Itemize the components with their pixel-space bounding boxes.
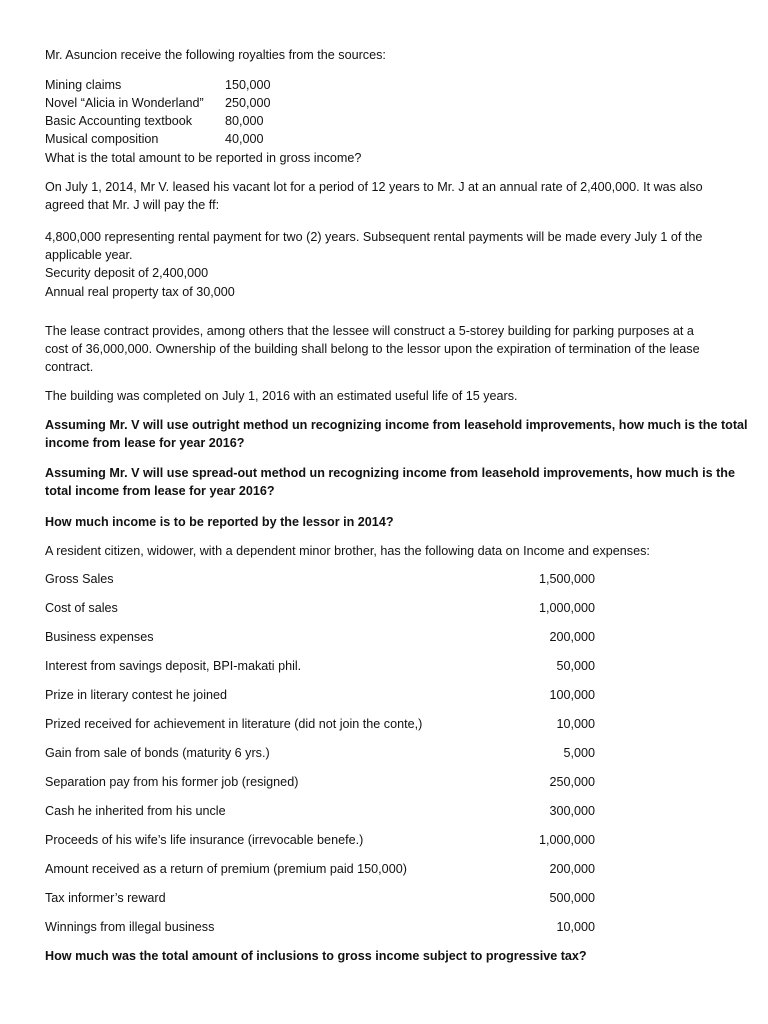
row-amount: 500,000 xyxy=(549,891,595,905)
question-line: total income from lease for year 2016? xyxy=(45,484,275,498)
lease-item-line: applicable year. xyxy=(45,248,133,262)
lease-item: Security deposit of 2,400,000 xyxy=(45,266,209,280)
row-amount: 50,000 xyxy=(556,659,595,673)
lease-paragraph-line: On July 1, 2014, Mr V. leased his vacant lot for a period of 12 years to Mr. J at an annual rate of 2,400,000. It was also xyxy=(45,180,703,194)
row-amount: 100,000 xyxy=(549,688,595,702)
question-line: Assuming Mr. V will use spread-out method un recognizing income from leasehold improvements, how much is the xyxy=(45,466,735,480)
royalty-amount: 250,000 xyxy=(225,96,271,110)
question-line: income from lease for year 2016? xyxy=(45,436,245,450)
royalty-label: Mining claims xyxy=(45,78,122,92)
lease-item-line: 4,800,000 representing rental payment for two (2) years. Subsequent rental payments will be made every July 1 of the xyxy=(45,230,703,244)
row-label: Tax informer’s reward xyxy=(45,891,166,905)
lease-paragraph-line: cost of 36,000,000. Ownership of the building shall belong to the lessor upon the expiration of termination of the lease xyxy=(45,342,700,356)
row-amount: 5,000 xyxy=(563,746,595,760)
row-label: Separation pay from his former job (resigned) xyxy=(45,775,299,789)
royalties-intro: Mr. Asuncion receive the following royalties from the sources: xyxy=(45,48,386,62)
royalties-question: What is the total amount to be reported in gross income? xyxy=(45,151,362,165)
question-line: How much income is to be reported by the lessor in 2014? xyxy=(45,515,394,529)
resident-intro: A resident citizen, widower, with a dependent minor brother, has the following data on Income and expenses: xyxy=(45,544,650,558)
royalty-label: Musical composition xyxy=(45,132,159,146)
row-amount: 10,000 xyxy=(556,717,595,731)
row-amount: 250,000 xyxy=(549,775,595,789)
lease-paragraph-line: The lease contract provides, among others that the lessee will construct a 5-storey building for parking purposes at a xyxy=(45,324,694,338)
row-amount: 200,000 xyxy=(549,862,595,876)
royalty-amount: 40,000 xyxy=(225,132,264,146)
lease-item: Annual real property tax of 30,000 xyxy=(45,285,235,299)
row-amount: 300,000 xyxy=(549,804,595,818)
royalty-label: Novel “Alicia in Wonderland” xyxy=(45,96,204,110)
question-line: Assuming Mr. V will use outright method un recognizing income from leasehold improvements, how much is the total xyxy=(45,418,748,432)
row-label: Prized received for achievement in literature (did not join the conte,) xyxy=(45,717,423,731)
lease-paragraph: The building was completed on July 1, 2016 with an estimated useful life of 15 years. xyxy=(45,389,518,403)
row-label: Proceeds of his wife’s life insurance (irrevocable benefe.) xyxy=(45,833,364,847)
row-amount: 1,500,000 xyxy=(538,572,595,586)
row-label: Gain from sale of bonds (maturity 6 yrs.) xyxy=(45,746,270,760)
royalty-amount: 150,000 xyxy=(225,78,271,92)
question-line: How much was the total amount of inclusions to gross income subject to progressive tax? xyxy=(45,949,587,963)
row-amount: 1,000,000 xyxy=(538,601,595,615)
royalty-label: Basic Accounting textbook xyxy=(45,114,193,128)
row-amount: 1,000,000 xyxy=(538,833,595,847)
row-label: Amount received as a return of premium (premium paid 150,000) xyxy=(45,862,407,876)
row-label: Cash he inherited from his uncle xyxy=(45,804,226,818)
row-label: Winnings from illegal business xyxy=(45,920,215,934)
row-amount: 10,000 xyxy=(556,920,595,934)
row-amount: 200,000 xyxy=(549,630,595,644)
row-label: Business expenses xyxy=(45,630,154,644)
lease-paragraph-line: contract. xyxy=(45,360,94,374)
royalty-amount: 80,000 xyxy=(225,114,264,128)
row-label: Cost of sales xyxy=(45,601,118,615)
row-label: Gross Sales xyxy=(45,572,114,586)
row-label: Interest from savings deposit, BPI-makati phil. xyxy=(45,659,302,673)
row-label: Prize in literary contest he joined xyxy=(45,688,228,702)
lease-paragraph-line: agreed that Mr. J will pay the ff: xyxy=(45,198,220,212)
